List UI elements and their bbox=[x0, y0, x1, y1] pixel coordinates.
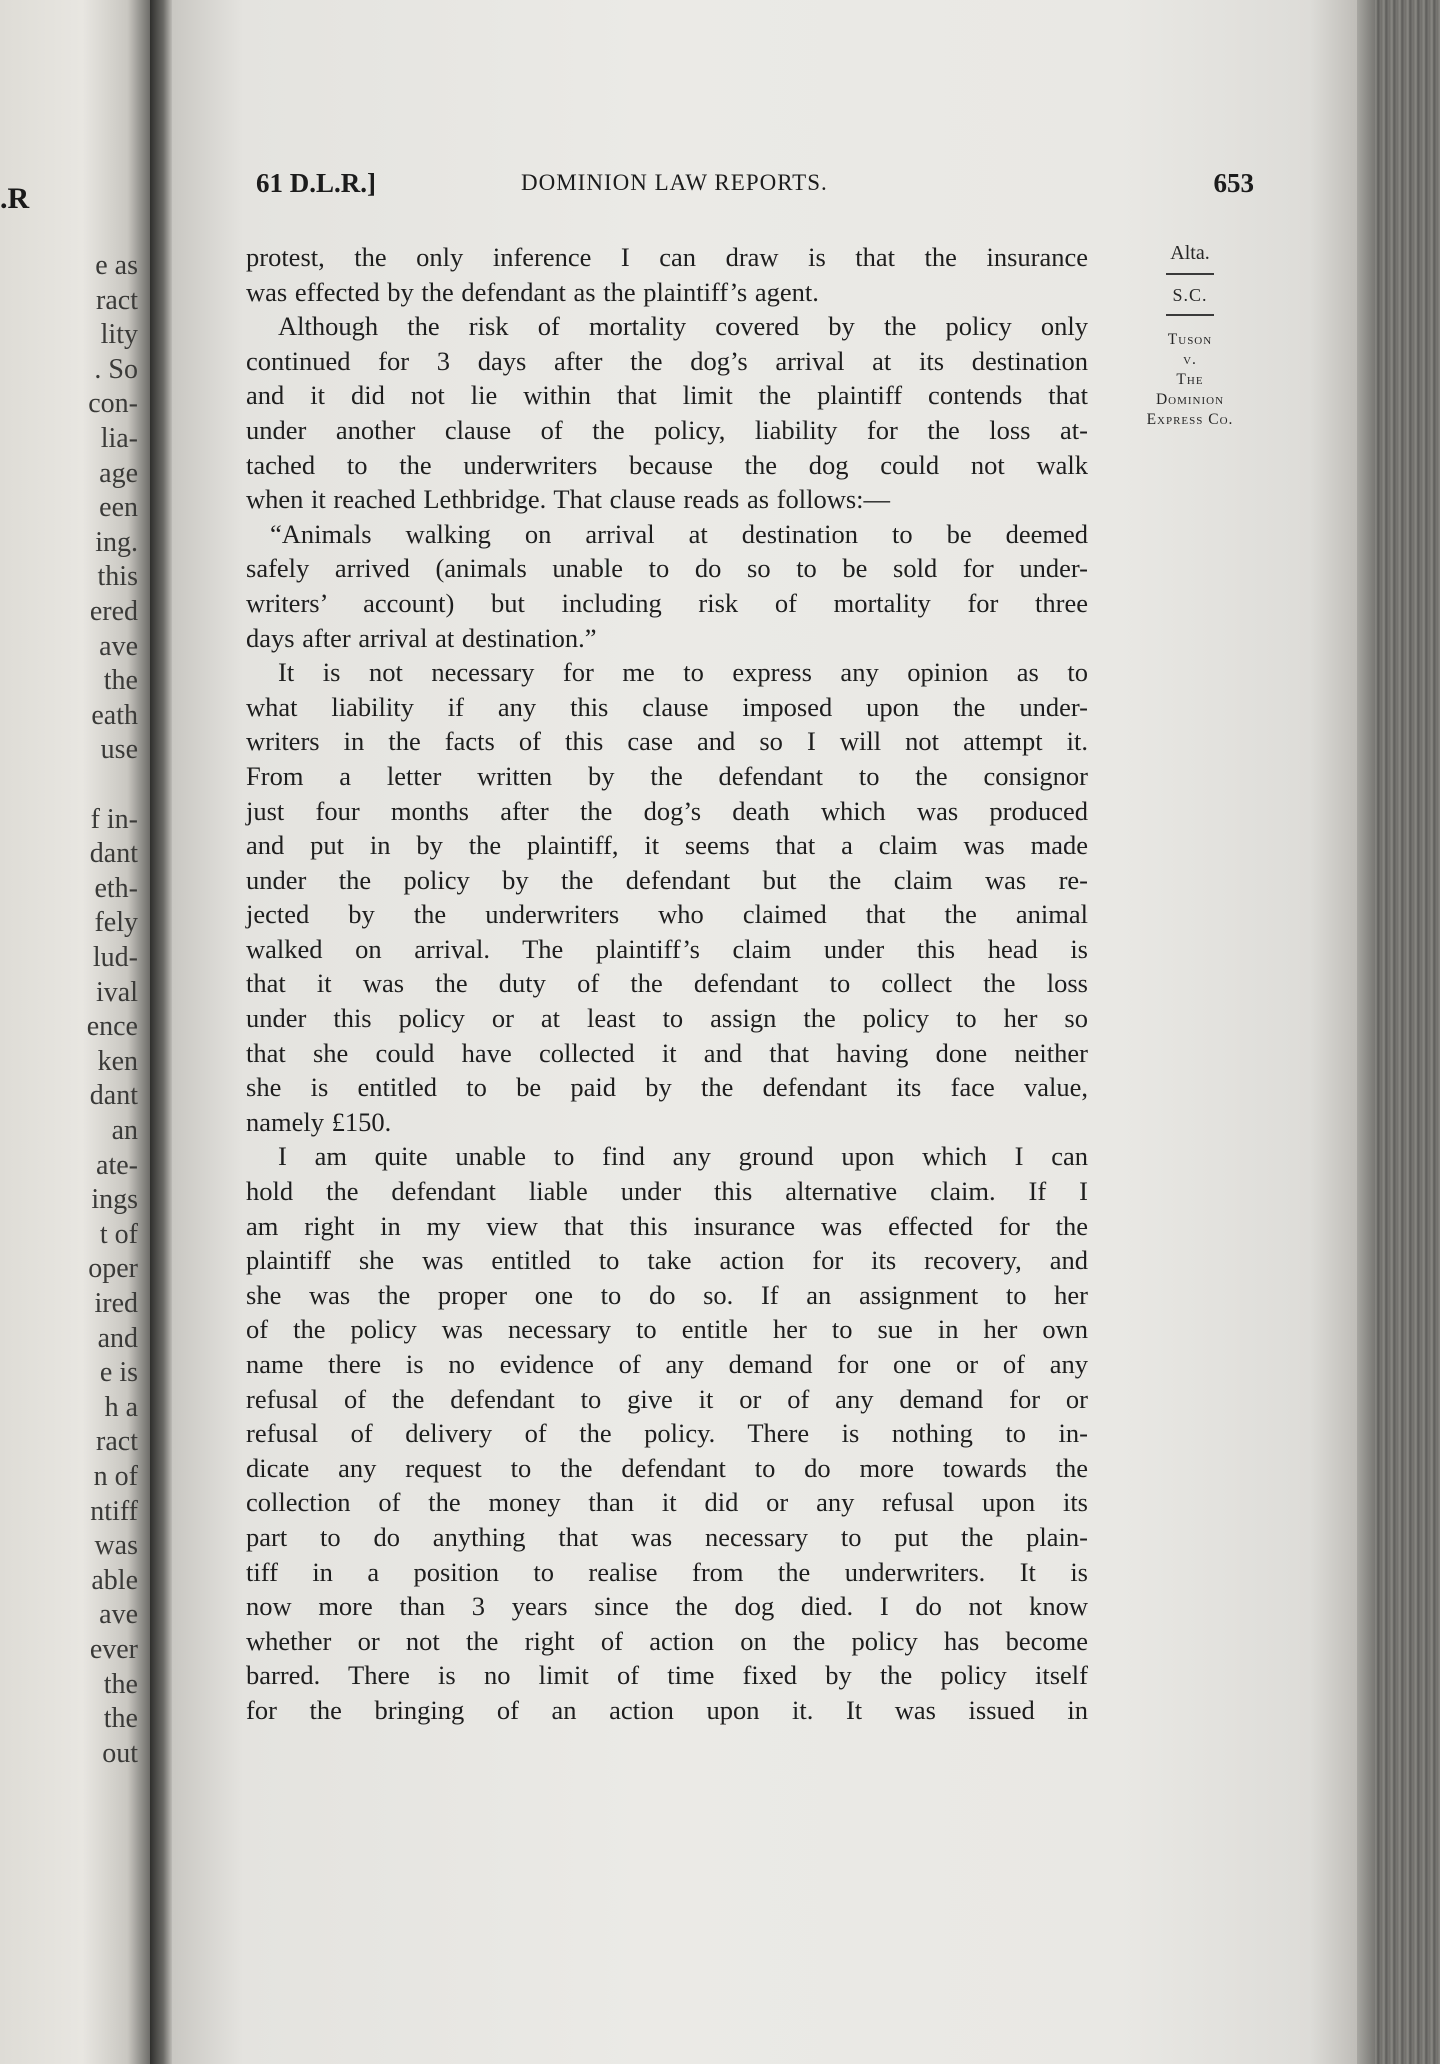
facing-page-line: ken bbox=[97, 1045, 138, 1077]
facing-page-line: ract bbox=[96, 284, 138, 316]
facing-page-line: and bbox=[97, 1322, 138, 1354]
facing-page-line: ired bbox=[94, 1288, 138, 1319]
facing-page-line: ing. bbox=[95, 526, 138, 558]
case-name-line: Tuson bbox=[1167, 331, 1213, 348]
facing-page-line: ate- bbox=[96, 1149, 138, 1181]
body-line: plaintiff she was entitled to take action for its recovery, and bbox=[246, 1245, 1088, 1276]
facing-page-line: fely bbox=[94, 907, 138, 939]
body-line: safely arrived (animals unable to do so to be sold for under- bbox=[246, 553, 1088, 584]
body-line: was effected by the defendant as the plaintiff’s agent. bbox=[246, 276, 819, 307]
body-line: part to do anything that was necessary to put the plain- bbox=[246, 1521, 1088, 1552]
body-line: am right in my view that this insurance was effected for the bbox=[246, 1210, 1088, 1241]
facing-page-line: was bbox=[94, 1530, 138, 1562]
body-text bbox=[246, 240, 1088, 1728]
facing-page-line: t of bbox=[99, 1218, 138, 1250]
body-line: just four months after the dog’s death which was produced bbox=[246, 795, 1088, 826]
facing-page-line: lity bbox=[100, 319, 138, 351]
facing-page-line: ntiff bbox=[90, 1495, 138, 1527]
facing-page-line: een bbox=[99, 492, 138, 524]
facing-page-line: eth- bbox=[94, 872, 138, 904]
facing-page-line: ract bbox=[96, 1426, 138, 1458]
body-line: now more than 3 years since the dog died. I do not know bbox=[246, 1591, 1088, 1622]
body-line: when it reached Lethbridge. That clause reads as follows:— bbox=[246, 484, 891, 515]
case-name bbox=[1120, 330, 1260, 430]
facing-page-line: use bbox=[100, 734, 138, 766]
facing-page-line: ival bbox=[96, 976, 138, 1008]
facing-page-gutter bbox=[0, 0, 150, 2064]
facing-page-line: age bbox=[99, 457, 138, 489]
body-line: hold the defendant liable under this alternative claim. If I bbox=[246, 1176, 1088, 1207]
body-line: and put in by the plaintiff, it seems that a claim was made bbox=[246, 830, 1088, 861]
body-line: “Animals walking on arrival at destination to be deemed bbox=[270, 518, 1088, 549]
body-line: I am quite unable to find any ground upon which I can bbox=[278, 1141, 1088, 1172]
body-line: name there is no evidence of any demand for one or of any bbox=[246, 1349, 1088, 1379]
facing-page-line: this bbox=[97, 561, 138, 593]
volume-reference: 61 D.L.R.] bbox=[256, 168, 376, 198]
body-line: jected by the underwriters who claimed that the animal bbox=[246, 899, 1088, 930]
facing-page-line: dant bbox=[89, 1080, 138, 1112]
body-line: under this policy or at least to assign the policy to her so bbox=[246, 1003, 1088, 1034]
page-number: 653 bbox=[1213, 168, 1254, 198]
jurisdiction-label: Alta. bbox=[1170, 242, 1210, 264]
body-line: walked on arrival. The plaintiff’s claim under this head is bbox=[246, 933, 1088, 964]
body-line: dicate any request to the defendant to do more towards the bbox=[246, 1452, 1088, 1483]
running-head bbox=[256, 168, 1254, 208]
facing-page-line: the bbox=[103, 665, 138, 697]
court-label: S.C. bbox=[1172, 285, 1208, 305]
body-line: refusal of the defendant to give it or of any demand for or bbox=[246, 1383, 1088, 1414]
facing-page-line: dant bbox=[89, 838, 138, 870]
facing-page-line: h a bbox=[104, 1391, 138, 1423]
body-line: continued for 3 days after the dog’s arrival at its destination bbox=[246, 345, 1088, 376]
case-name-line: Express Co. bbox=[1146, 411, 1234, 428]
body-line: collection of the money than it did or any refusal upon its bbox=[246, 1487, 1088, 1518]
facing-page-line: the bbox=[103, 1703, 138, 1735]
facing-page-line: lud- bbox=[92, 942, 138, 973]
body-line: for the bringing of an action upon it. It was issued in bbox=[246, 1694, 1088, 1725]
page-edges bbox=[1357, 0, 1440, 2064]
facing-page-line: an bbox=[111, 1115, 138, 1146]
body-line: barred. There is no limit of time fixed by the policy itself bbox=[246, 1660, 1088, 1691]
body-line: whether or not the right of action on the policy has become bbox=[246, 1625, 1088, 1656]
body-line: days after arrival at destination.” bbox=[246, 622, 597, 653]
body-line: protest, the only inference I can draw is that the insurance bbox=[246, 242, 1088, 272]
body-line: tiff in a position to realise from the underwriters. It is bbox=[246, 1556, 1088, 1587]
facing-page-line: con- bbox=[88, 388, 138, 420]
body-line: that it was the duty of the defendant to collect the loss bbox=[246, 968, 1088, 999]
body-line: under another clause of the policy, liability for the loss at- bbox=[246, 414, 1088, 445]
case-name-line: v. bbox=[1183, 351, 1197, 368]
facing-page-line: lia- bbox=[100, 423, 138, 454]
body-line: writers’ account) but including risk of mortality for three bbox=[246, 587, 1088, 618]
body-line: she was the proper one to do so. If an assignment to her bbox=[246, 1279, 1088, 1310]
body-line: From a letter written by the defendant to the consignor bbox=[246, 760, 1088, 791]
margin-note bbox=[1120, 240, 1260, 430]
facing-page-line: ings bbox=[91, 1184, 138, 1216]
body-line: she is entitled to be paid by the defendant its face value, bbox=[246, 1072, 1088, 1103]
publication-title: DOMINION LAW REPORTS. bbox=[521, 170, 828, 195]
facing-page-header-fragment: .R bbox=[0, 182, 30, 215]
body-line: and it did not lie within that limit the plaintiff contends that bbox=[246, 380, 1088, 411]
facing-page-line: ave bbox=[99, 630, 138, 662]
facing-page-line: . So bbox=[94, 353, 138, 385]
body-line: under the policy by the defendant but the claim was re- bbox=[246, 864, 1088, 895]
binding-shadow bbox=[150, 0, 172, 2064]
body-line: what liability if any this clause imposed upon the under- bbox=[246, 691, 1088, 722]
facing-page-line: the bbox=[103, 1668, 138, 1700]
body-line: that she could have collected it and that having done neither bbox=[246, 1037, 1088, 1068]
facing-page-line: eath bbox=[91, 699, 138, 731]
body-line: tached to the underwriters because the dog could not walk bbox=[246, 449, 1088, 480]
facing-page-line: able bbox=[91, 1564, 138, 1596]
facing-page-line: ence bbox=[86, 1011, 138, 1043]
facing-page-line: out bbox=[102, 1737, 138, 1769]
margin-rule bbox=[1166, 314, 1214, 316]
body-line: It is not necessary for me to express any opinion as to bbox=[278, 657, 1088, 688]
body-line: namely £150. bbox=[246, 1106, 392, 1137]
facing-page-line: ered bbox=[89, 596, 138, 627]
facing-page-line: n of bbox=[93, 1461, 138, 1492]
body-line: of the policy was necessary to entitle her to sue in her own bbox=[246, 1314, 1088, 1345]
facing-page-line: e is bbox=[99, 1357, 138, 1389]
body-line: writers in the facts of this case and so I will not attempt it. bbox=[246, 726, 1088, 757]
facing-page-line: oper bbox=[88, 1253, 138, 1285]
facing-page-line: ave bbox=[99, 1599, 138, 1631]
case-name-line: The bbox=[1176, 371, 1204, 388]
facing-page-line: ever bbox=[89, 1634, 138, 1665]
case-name-line: Dominion bbox=[1155, 391, 1225, 408]
body-line: Although the risk of mortality covered by the policy only bbox=[278, 311, 1088, 342]
body-line: refusal of delivery of the policy. There is nothing to in- bbox=[246, 1418, 1088, 1449]
facing-page-line: e as bbox=[95, 250, 138, 281]
facing-page-line: f in- bbox=[90, 803, 138, 835]
margin-rule bbox=[1166, 273, 1214, 275]
